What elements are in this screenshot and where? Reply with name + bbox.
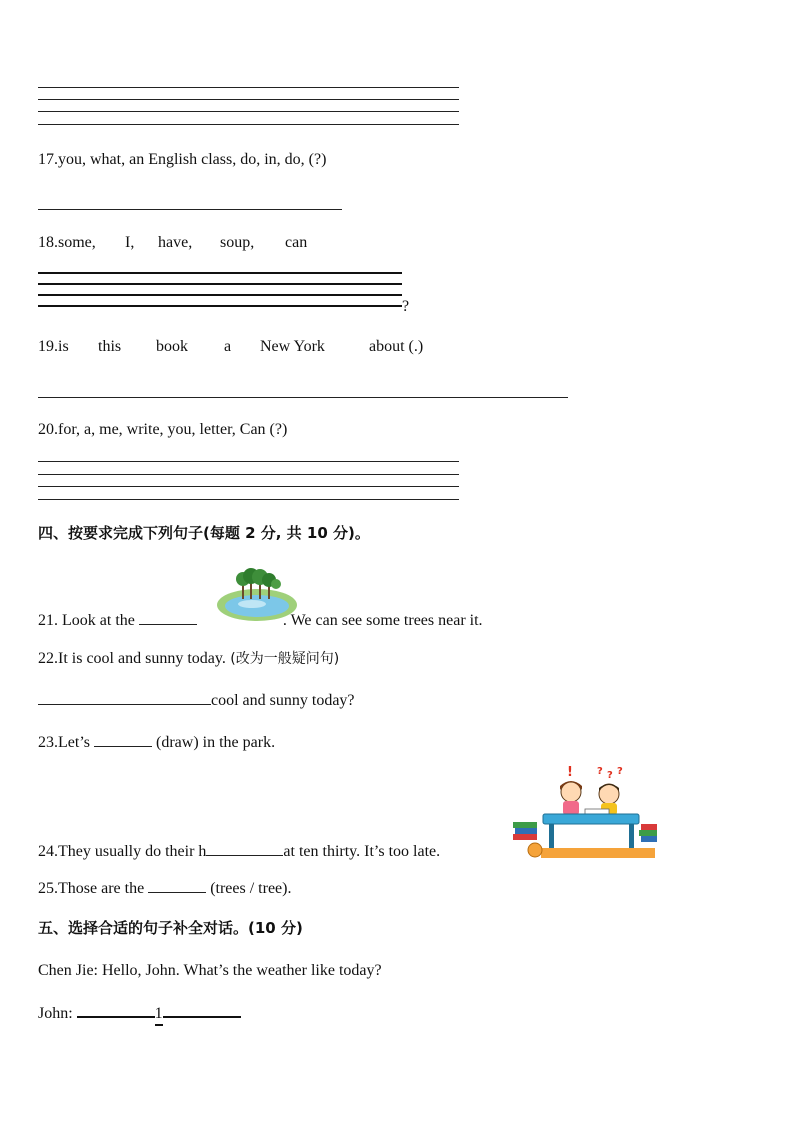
word: soup, (220, 234, 255, 251)
question-number: 23. (38, 734, 58, 751)
question-24 (38, 841, 440, 862)
word: about (.) (369, 338, 424, 355)
question-21 (38, 610, 483, 631)
answer-line (38, 124, 459, 125)
question-text: . We can see some trees near it. (282, 612, 483, 629)
question-text: you, what, an English class, do, in, do, (?) (58, 151, 327, 168)
question-mark: ? (402, 298, 410, 315)
question-17 (38, 150, 326, 170)
answer-line (38, 111, 459, 112)
question-23 (38, 732, 275, 753)
section-5-heading: 五、选择合适的句子补全对话。(10 分) (38, 919, 303, 937)
question-18 (38, 233, 307, 253)
question-number: 24. (38, 843, 58, 860)
question-text: They usually do their h (58, 843, 207, 860)
answer-line[interactable] (38, 499, 459, 500)
question-25 (38, 878, 291, 899)
answer-line[interactable] (38, 486, 459, 487)
question-text: Those are the (58, 880, 149, 897)
answer-line[interactable] (38, 294, 402, 296)
children-doing-homework-picture (505, 764, 659, 860)
question-22-answer (38, 690, 355, 711)
word: is (58, 338, 69, 355)
answer-blank[interactable] (94, 732, 152, 747)
question-number: 19. (38, 338, 58, 355)
word: book (156, 338, 188, 355)
question-instruction: (改为一般疑问句) (225, 651, 340, 667)
svg-text:?: ? (607, 770, 613, 781)
question-number: 21. (38, 612, 58, 629)
answer-blank[interactable] (163, 1002, 241, 1018)
svg-text:?: ? (597, 766, 603, 777)
question-text: for, a, me, write, you, letter, Can (?) (58, 421, 288, 438)
word: some, (58, 234, 96, 251)
answer-blank[interactable] (139, 610, 197, 625)
answer-line (38, 99, 459, 100)
question-number: 17. (38, 151, 58, 168)
answer-line[interactable] (38, 305, 402, 307)
question-text: It is cool and sunny today. (58, 650, 226, 667)
word: a (224, 338, 232, 355)
word: I, (125, 234, 135, 251)
answer-line[interactable] (38, 272, 402, 274)
question-text: Look at the (58, 612, 139, 629)
word: can (285, 234, 308, 251)
answer-blank[interactable] (77, 1002, 155, 1018)
svg-text:?: ? (617, 766, 623, 777)
question-text: cool and sunny today? (211, 692, 355, 709)
answer-line[interactable] (38, 397, 568, 398)
question-22 (38, 649, 339, 669)
answer-line[interactable] (38, 209, 342, 210)
dialogue-line-2 (38, 1002, 241, 1026)
blank-number: 1 (155, 1004, 163, 1026)
question-text: Let’s (58, 734, 94, 751)
question-text: (draw) in the park. (152, 734, 276, 751)
question-20 (38, 420, 287, 440)
svg-text:!: ! (567, 765, 573, 780)
word: have, (158, 234, 193, 251)
answer-line[interactable] (38, 283, 402, 285)
question-number: 22. (38, 650, 58, 667)
question-number: 20. (38, 421, 58, 438)
answer-blank[interactable] (206, 841, 283, 856)
answer-line[interactable] (38, 461, 459, 462)
speaker-label: John: (38, 1005, 77, 1022)
question-number: 18. (38, 234, 58, 251)
word: New York (260, 338, 325, 355)
answer-blank[interactable] (38, 690, 211, 705)
question-text: at ten thirty. It’s too late. (283, 843, 441, 860)
question-number: 25. (38, 880, 58, 897)
section-4-heading: 四、按要求完成下列句子(每题 2 分, 共 10 分)。 (38, 524, 370, 542)
answer-line[interactable] (38, 474, 459, 475)
dialogue-line-1: Chen Jie: Hello, John. What’s the weather like today? (38, 962, 382, 979)
answer-line (38, 87, 459, 88)
answer-blank[interactable] (148, 878, 206, 893)
word: this (98, 338, 122, 355)
question-19 (38, 337, 423, 357)
question-text: (trees / tree). (206, 880, 292, 897)
